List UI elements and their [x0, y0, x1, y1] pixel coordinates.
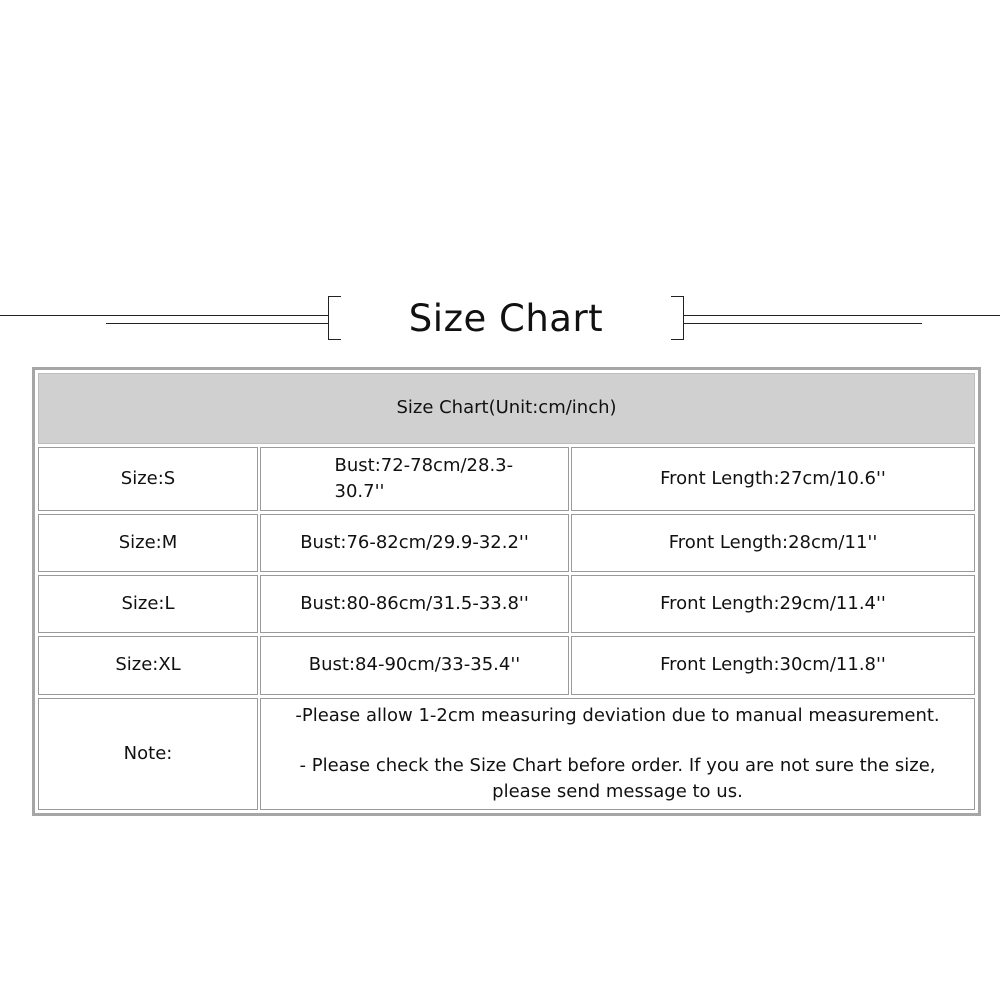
- note-content-cell: [260, 698, 975, 810]
- table-header: [38, 373, 975, 444]
- size-chart-table: [32, 367, 981, 816]
- size-label: Size:XL: [115, 654, 181, 676]
- size-label: Size:L: [121, 592, 175, 614]
- right-outer-rule: [684, 315, 1000, 316]
- size-cell-m: [38, 514, 258, 572]
- bust-cell-m: [260, 514, 569, 572]
- length-cell-m: [571, 514, 975, 572]
- length-cell-s: [571, 447, 975, 511]
- size-label: Size:S: [120, 467, 176, 489]
- note-line: -Please allow 1-2cm measuring deviation due to manual measurement.: [295, 705, 940, 726]
- title-box-top-left-edge: [329, 296, 341, 297]
- size-cell-s: [38, 447, 258, 511]
- length-value: Front Length:27cm/10.6'': [660, 467, 886, 489]
- table-header-text: Size Chart(Unit:cm/inch): [396, 397, 617, 419]
- bust-value: Bust:84-90cm/33-35.4'': [308, 654, 521, 676]
- right-inner-rule: [684, 323, 922, 324]
- page-title: Size Chart: [408, 296, 604, 340]
- left-inner-rule: [106, 323, 328, 324]
- bust-value: Bust:80-86cm/31.5-33.8'': [300, 592, 529, 614]
- title-box-bottom-right-edge: [671, 339, 683, 340]
- size-cell-l: [38, 575, 258, 633]
- bust-cell-l: [260, 575, 569, 633]
- length-value: Front Length:29cm/11.4'': [660, 592, 886, 614]
- bust-value: Bust:72-78cm/28.3-30.7'': [334, 454, 514, 502]
- length-value: Front Length:28cm/11'': [668, 531, 878, 553]
- size-label: Size:M: [118, 531, 178, 553]
- length-cell-xl: [571, 636, 975, 695]
- note-label: Note:: [123, 742, 173, 764]
- length-value: Front Length:30cm/11.8'': [660, 654, 886, 676]
- left-outer-rule: [0, 315, 328, 316]
- bust-value: Bust:76-82cm/29.9-32.2'': [300, 531, 529, 553]
- title-box: [328, 296, 684, 340]
- title-box-top-right-edge: [671, 296, 683, 297]
- length-cell-l: [571, 575, 975, 633]
- note-line: - Please check the Size Chart before order. If you are not sure the size, please send message to us.: [299, 755, 936, 803]
- note-label-cell: [38, 698, 258, 810]
- bust-cell-xl: [260, 636, 569, 695]
- title-box-bottom-left-edge: [329, 339, 341, 340]
- bust-cell-s: [260, 447, 569, 511]
- size-cell-xl: [38, 636, 258, 695]
